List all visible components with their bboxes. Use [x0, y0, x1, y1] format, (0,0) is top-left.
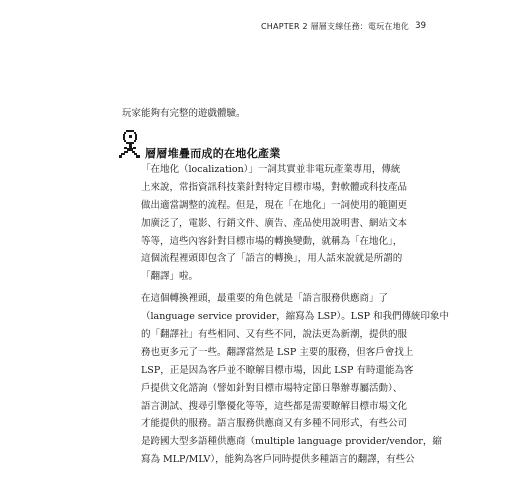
- text-line: （language service provider，縮寫為 LSP）。LSP 和我們傳統印象中: [141, 311, 450, 323]
- text-line: 這個流程裡頭即包含了「語言的轉換」，用人話來說就是所謂的: [141, 253, 403, 265]
- text-line: 是跨國大型多語種供應商（multiple language provider/vendor，縮: [141, 436, 442, 448]
- paragraph: [141, 161, 408, 286]
- text-line: 「在地化（localization）」一詞其實並非電玩產業專用，傳統: [141, 164, 401, 175]
- pixel-mascot-icon: [118, 130, 142, 162]
- text-line: 的「翻譯社」有些相同、又有些不同，說法更為新潮，提供的服: [141, 329, 408, 341]
- text-line: 寫為 MLP/MLV），能夠為客戶同時提供多種語言的翻譯，有些公: [141, 454, 415, 466]
- running-head: [0, 21, 520, 33]
- text-line: 語言測試、搜尋引擎優化等等，這些都是需要瞭解目標市場文化: [141, 400, 408, 412]
- page-number: 39: [415, 21, 426, 31]
- body-text: [141, 161, 450, 469]
- section-heading: [118, 130, 418, 164]
- text-line: 上來說，常指資訊科技業針對特定目標市場，對軟體或科技產品: [141, 181, 408, 193]
- text-line: 在這個轉換裡頭，最重要的角色就是「語言服務供應商」了: [141, 293, 389, 305]
- continued-text-line: 玩家能夠有完整的遊戲體驗。: [122, 108, 246, 119]
- text-line: 做出適當調整的流程。但是，現在「在地化」一詞使用的範圍更: [141, 199, 408, 211]
- text-line: LSP，正是因為客戶並不瞭解目標市場，因此 LSP 有時還能為客: [141, 364, 414, 376]
- text-line: 「翻譯」啦。: [141, 271, 199, 283]
- text-line: 戶提供文化諮詢（譬如針對目標市場特定節日舉辦專屬活動）、: [141, 382, 403, 394]
- text-line: 務也更多元了一些。翻譯當然是 LSP 主要的服務，但客戶會找上: [141, 346, 414, 358]
- section-title: 層層堆疊而成的在地化產業: [145, 147, 281, 160]
- text-line: 才能提供的服務。語言服務供應商又有多種不同形式，有些公司: [141, 418, 408, 430]
- chapter-title: CHAPTER 2 層層支線任務：電玩在地化: [261, 22, 409, 31]
- text-line: 加廣泛了，電影、行銷文件、廣告、產品使用說明書、網站文本: [141, 217, 408, 229]
- paragraph: [141, 290, 450, 469]
- text-line: 等等，這些內容針對目標市場的轉換變動，就稱為「在地化」，: [141, 235, 403, 247]
